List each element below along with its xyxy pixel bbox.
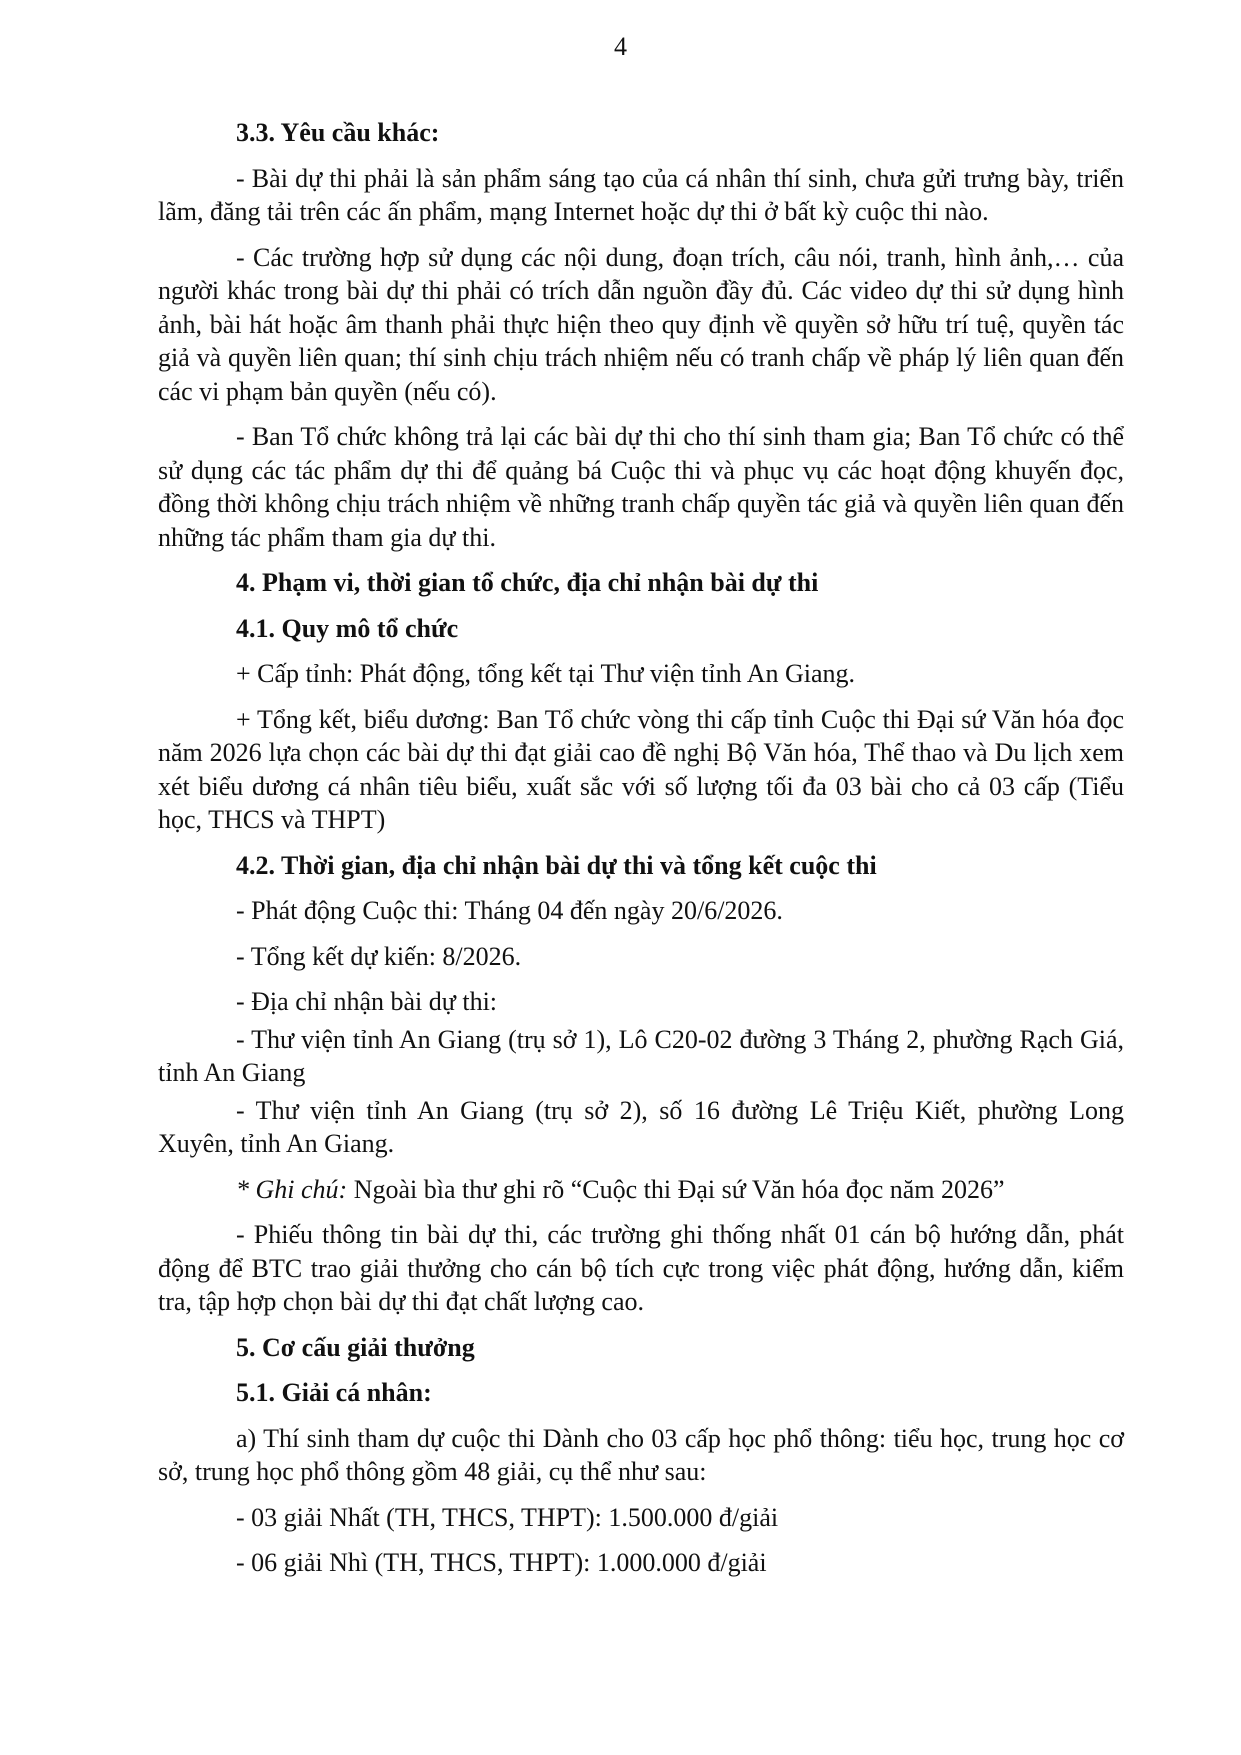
section-heading-4: 4. Phạm vi, thời gian tổ chức, địa chỉ nhận bài dự thi (236, 568, 819, 597)
paragraph: a) Thí sinh tham dự cuộc thi Dành cho 03 cấp học phổ thông: tiểu học, trung học cơ sở, trung học phổ thông gồm 48 giải, cụ thể như sau: (158, 1423, 1124, 1486)
paragraph: - Thư viện tỉnh An Giang (trụ sở 1), Lô C20-02 đường 3 Tháng 2, phường Rạch Giá, tỉnh An Giang (158, 1024, 1124, 1087)
paragraph: - Bài dự thi phải là sản phẩm sáng tạo của cá nhân thí sinh, chưa gửi trưng bày, triển lãm, đăng tải trên các ấn phẩm, mạng Internet hoặc dự thi ở bất kỳ cuộc thi nào. (158, 163, 1124, 226)
section-heading-5: 5. Cơ cấu giải thưởng (236, 1332, 475, 1362)
section-heading-4-2: 4.2. Thời gian, địa chỉ nhận bài dự thi và tổng kết cuộc thi (236, 850, 877, 880)
paragraph: + Cấp tỉnh: Phát động, tổng kết tại Thư viện tỉnh An Giang. (236, 659, 856, 688)
paragraph: - Các trường hợp sử dụng các nội dung, đoạn trích, câu nói, tranh, hình ảnh,… của người khác trong bài dự thi phải có trích dẫn nguồn đầy đủ. Các video dự thi sử dụng hình ảnh, bài hát hoặc âm thanh phải thực hiện theo quy định về quyền sở hữu trí tuệ, quyền tác giả và quyền liên quan; thí sinh chịu trách nhiệm nếu có tranh chấp về pháp lý liên quan đến các vi phạm bản quyền (nếu có). (158, 242, 1124, 406)
prize-line: - 03 giải Nhất (TH, THCS, THPT): 1.500.000 đ/giải (236, 1502, 779, 1532)
note-text: Ngoài bìa thư ghi rõ “Cuộc thi Đại sứ Văn hóa đọc năm 2026” (347, 1174, 1005, 1204)
page-number: 4 (614, 32, 627, 61)
note-label: * Ghi chú: (236, 1174, 348, 1204)
paragraph: - Thư viện tỉnh An Giang (trụ sở 2), số 16 đường Lê Triệu Kiết, phường Long Xuyên, tỉnh An Giang. (158, 1095, 1124, 1158)
note-paragraph (158, 1173, 1124, 1207)
paragraph: - Phiếu thông tin bài dự thi, các trường ghi thống nhất 01 cán bộ hướng dẫn, phát động để BTC trao giải thưởng cho cán bộ tích cực trong việc phát động, hướng dẫn, kiểm tra, tập hợp chọn bài dự thi đạt chất lượng cao. (158, 1220, 1124, 1316)
paragraph: + Tổng kết, biểu dương: Ban Tổ chức vòng thi cấp tỉnh Cuộc thi Đại sứ Văn hóa đọc năm 2026 lựa chọn các bài dự thi đạt giải cao đề nghị Bộ Văn hóa, Thể thao và Du lịch xem xét biểu dương cá nhân tiêu biểu, xuất sắc với số lượng tối đa 03 bài cho cả 03 cấp (Tiểu học, THCS và THPT) (158, 704, 1124, 834)
section-heading-5-1: 5.1. Giải cá nhân: (236, 1378, 432, 1407)
document-body (158, 116, 1124, 1592)
section-heading-3-3: 3.3. Yêu cầu khác: (236, 118, 440, 147)
paragraph: - Tổng kết dự kiến: 8/2026. (236, 941, 522, 971)
paragraph: - Địa chỉ nhận bài dự thi: (236, 987, 498, 1016)
paragraph: - Ban Tổ chức không trả lại các bài dự thi cho thí sinh tham gia; Ban Tổ chức có thể sử dụng các tác phẩm dự thi để quảng bá Cuộc thi và phục vụ các hoạt động khuyến đọc, đồng thời không chịu trách nhiệm về những tranh chấp quyền tác giả và quyền liên quan đến những tác phẩm tham gia dự thi. (158, 422, 1124, 552)
section-heading-4-1: 4.1. Quy mô tổ chức (236, 613, 459, 643)
paragraph: - Phát động Cuộc thi: Tháng 04 đến ngày 20/6/2026. (236, 896, 783, 925)
prize-line: - 06 giải Nhì (TH, THCS, THPT): 1.000.000 đ/giải (236, 1548, 767, 1577)
